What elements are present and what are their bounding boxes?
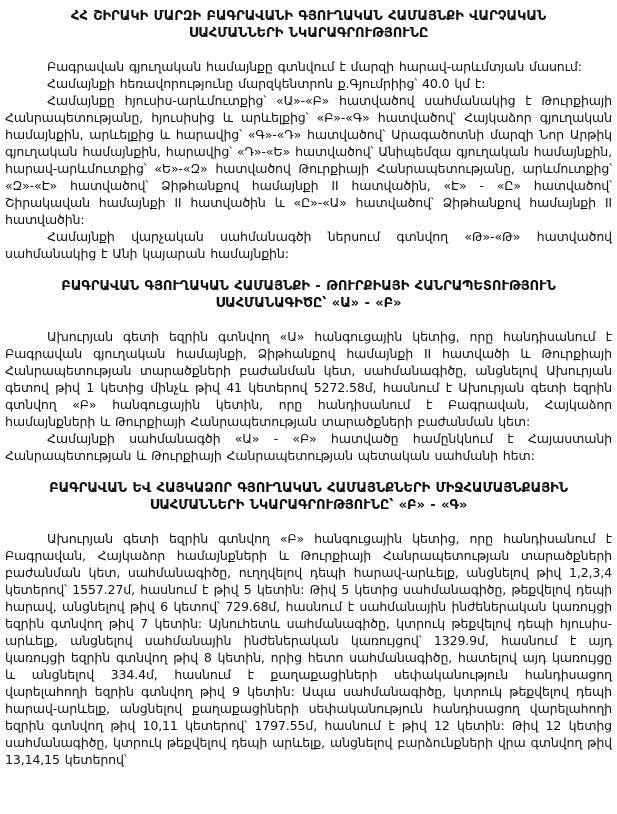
paragraph-turkey-border-description: Ախուրյան գետի եզրին գտնվող «Ա» հանգուցային կետից, որը հանդիսանում է Բագրավան գյուղական համայնքի, Ձիթհանքով համայնքի II հատվածի և Թուրքիայի Հանրապետության տարածքների բաժանման կետ, սահմանագիծը, անցնելով Ախուրյան գետով թիվ 1 կետից մինչև թիվ 41 կետերով 5272.58մ, հասնում է Ախուրյան գետի եզրին գտնվող «Բ» հանգուցային կետին, որը հանդիսանում է Բագրավան, Հայկաձոր համայնքների և Թուրքիայի Հանրապետության տարածքների բաժանման կետ: <box>5 329 612 429</box>
section-heading-turkey-border: ԲԱԳՐԱՎԱՆ ԳՅՈՒՂԱԿԱՆ ՀԱՄԱՅՆՔԻ - ԹՈՒՐՔԻԱՅԻ ՀԱՆՐԱՊԵՏՈՒԹՅՈՒՆ ՍԱՀՄԱՆԱԳԻԾԸ՝ «Ա» - «Բ» <box>61 279 556 311</box>
paragraph-haykadzor-border-description: Ախուրյան գետի եզրին գտնվող «Բ» հանգուցային կետից, որը հանդիսանում է Բագրավան, Հայկաձոր համայնքների և Թուրքիայի Հանրապետության տարածքների բաժանման կետ, սահմանագիծը, ուղղվելով դեպի հարավ-արևելք, անցնելով թիվ 1,2,3,4 կետերով՝ 1557.27մ, հասնում է թիվ 5 կետին: Թիվ 5 կետից սահմանագիծը, թեքվելով դեպի հարավ, անցնելով թիվ 6 կետով՝ 729.68մ, հասնում է սահմանային ինժեներական կառույցի եզրին գտնվող թիվ 7 կետին: Այնուհետև սահմանագիծը, կտրուկ թեքվելով դեպի հյուսիս-արևելք, անցնելով սահմանային ինժեներական կառույցով՝ 1329.9մ, հասնում է այդ կառույցի եզրին գտնվող թիվ 8 կետին, որից հետո սահմանագիծը, հատելով այդ կառույցը և անցնելով 334.4մ, հասնում է քաղաքացիների սեփականություն հանդիսացող վարելահողի եզրին գտնվող թիվ 9 կետին: Ապա սահմանագիծը, կտրուկ թեքվելով դեպի հարավ-արևելք, անցնելով քաղաքացիների սեփականություն հանդիսացող վարելահողի եզրին գտնվող թիվ 10,11 կետերով՝ 1797.55մ, հասնում է թիվ 12 կետին: Թիվ 12 կետից սահմանագիծը, կտրուկ թեքվելով դեպի արևելք, անցնելով բարձունքների վրա գտնվող թիվ 13,14,15 կետերով՝ <box>5 531 612 767</box>
paragraph-turkey-border-state-line: Համայնքի սահմանագծի «Ա» - «Բ» հատվածը համընկնում է Հայաստանի Հանրապետության և Թուրքիայի Հանրապետության պետական սահմանի հետ: <box>5 431 612 463</box>
section-heading-haykadzor-border: ԲԱԳՐԱՎԱՆ ԵՎ ՀԱՅԿԱՁՈՐ ԳՅՈՒՂԱԿԱՆ ՀԱՄԱՅՆՔՆԵՐԻ ՄԻՋՀԱՄԱՅՆՔԱՅԻՆ ՍԱՀՄԱՆՆԵՐԻ ՆԿԱՐԱԳՐՈՒԹՅՈՒՆԸ՝ «Բ» - «Գ» <box>49 481 568 513</box>
document-title: ՀՀ ՇԻՐԱԿԻ ՄԱՐԶԻ ԲԱԳՐԱՎԱՆԻ ԳՅՈՒՂԱԿԱՆ ՀԱՄԱՅՆՔԻ ՎԱՐՉԱԿԱՆ ՍԱՀՄԱՆՆԵՐԻ ՆԿԱՐԱԳՐՈՒԹՅՈՒՆԸ <box>70 9 547 41</box>
paragraph-border-segments-overview: Համայնքը հյուսիս-արևմուտքից՝ «Ա»-«Բ» հատվածով սահմանակից է Թուրքիայի Հանրապետությանը, հյուսիսից և արևելքից՝ «Բ»-«Գ» հատվածով՝ Հայկաձոր գյուղական համայնքին, արևելքից և հարավից՝ «Գ»-«Դ» հատվածով՝ Արագածոտնի մարզի Նոր Արթիկ գյուղական համայնքին, հարավից՝ «Դ»-«Ե» հատվածով՝ Անիպեմզա գյուղական համայնքին, հարավ-արևմուտքից՝ «Ե»-«Զ» հատվածով Թուրքիայի Հանրապետությանը, արևմուտքից՝ «Զ»-«Է» հատվածով՝ Ձիթհանքով համայնքի II հատվածին, «Է» - «Ը» հատվածով՝ Շիրակավան համայնքի II հատվածին և «Ը»-«Ա» հատվածով՝ Ձիթհանքով համայնքի II հատվածին: <box>5 93 612 227</box>
paragraph-community-location: Բագրավան գյուղական համայնքը գտնվում է մարզի հարավ-արևմտյան մասում: <box>47 59 582 74</box>
paragraph-distance-from-center: Համայնքի հեռավորությունը մարզկենտրոն ք.Գյումրիից՝ 40.0 կմ է: <box>47 76 486 91</box>
paragraph-internal-boundary: Համայնքի վարչական սահմանագծի ներսում գտնվող «Թ»-«Թ» հատվածով սահմանակից է Անի կայարան համայնքին: <box>5 229 612 261</box>
